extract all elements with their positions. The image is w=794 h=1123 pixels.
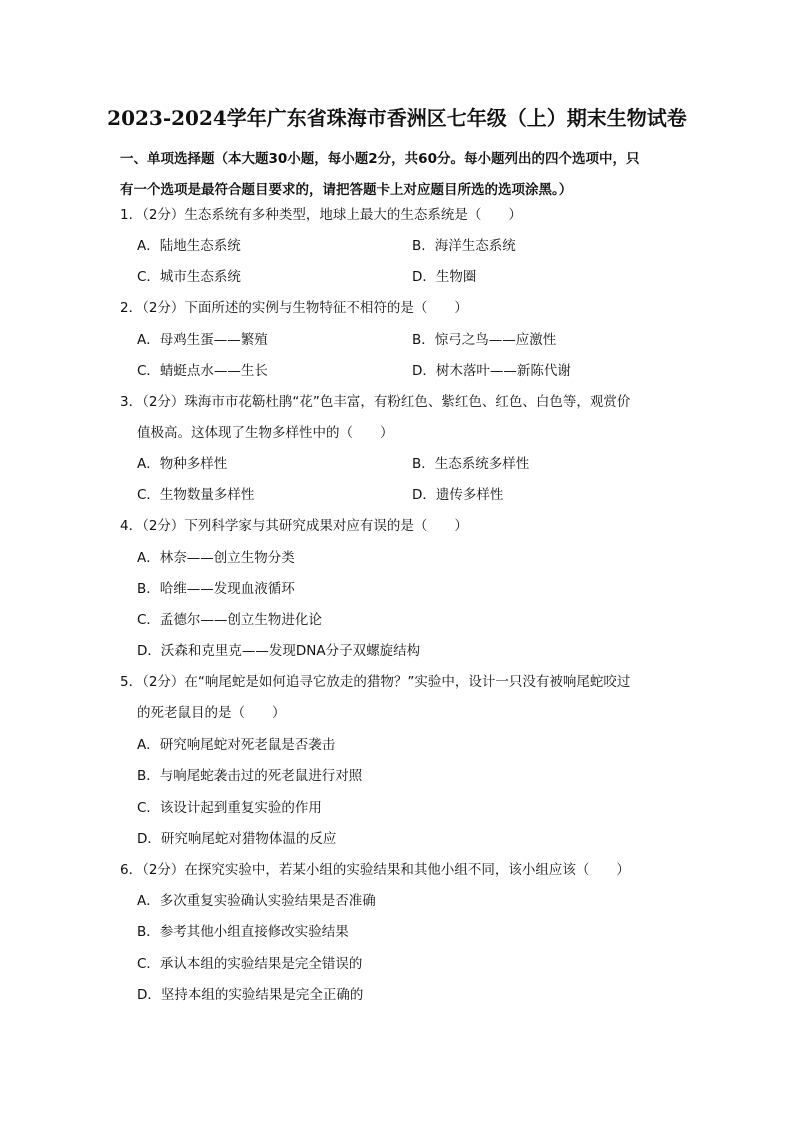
question-3-option-d: D．遗传多样性: [412, 487, 504, 503]
question-4: [120, 511, 680, 542]
question-3: [120, 387, 680, 449]
question-2-stem: 2．（2分）下面所述的实例与生物特征不相符的是（ ）: [120, 300, 468, 316]
question-5-stem-line-2: 的死老鼠目的是（ ）: [137, 705, 286, 721]
question-1-option-b: B．海洋生态系统: [412, 238, 516, 254]
question-6: [120, 855, 680, 886]
question-5-option-c: C．该设计起到重复实验的作用: [137, 800, 322, 816]
question-6-stem: 6．（2分）在探究实验中，若某小组的实验结果和其他小组不同，该小组应该（ ）: [120, 862, 630, 878]
question-2-option-b: B．惊弓之鸟——应激性: [412, 332, 557, 348]
question-4-option-c: C．孟德尔——创立生物进化论: [137, 612, 322, 628]
question-1-option-c: C．城市生态系统: [137, 269, 241, 285]
question-3-option-c: C．生物数量多样性: [137, 487, 255, 503]
question-6-option-c: C．承认本组的实验结果是完全错误的: [137, 956, 363, 972]
section-line-1: 一、单项选择题（本大题30小题，每小题2分，共60分。每小题列出的四个选项中，只: [120, 151, 640, 167]
question-6-option-b: B．参考其他小组直接修改实验结果: [137, 924, 349, 940]
question-1-option-d: D．生物圈: [412, 269, 477, 285]
question-5-stem-line-1: 5．（2分）在“响尾蛇是如何追寻它放走的猎物？”实验中，设计一只没有被响尾蛇咬过: [120, 674, 631, 690]
question-1: [120, 200, 680, 231]
question-2-option-d: D．树木落叶——新陈代谢: [412, 363, 571, 379]
section-line-2: 有一个选项是最符合题目要求的，请把答题卡上对应题目所选的选项涂黑。）: [120, 182, 573, 198]
question-2: [120, 293, 680, 324]
question-5: [120, 667, 680, 729]
question-2-option-c: C．蜻蜓点水——生长: [137, 363, 268, 379]
question-3-option-a: A．物种多样性: [137, 456, 228, 472]
question-4-option-d: D．沃森和克里克——发现DNA分子双螺旋结构: [137, 643, 421, 659]
section-instructions: [120, 144, 680, 206]
question-5-option-a: A．研究响尾蛇对死老鼠是否袭击: [137, 737, 336, 753]
question-1-stem: 1．（2分）生态系统有多种类型，地球上最大的生态系统是（ ）: [120, 207, 522, 223]
question-6-option-d: D．坚持本组的实验结果是完全正确的: [137, 987, 364, 1003]
question-3-stem-line-2: 值极高。这体现了生物多样性中的（ ）: [137, 425, 394, 441]
question-4-option-b: B．哈维——发现血液循环: [137, 581, 295, 597]
question-3-stem-line-1: 3．（2分）珠海市市花簕杜鹃“花”色丰富，有粉红色、紫红色、红色、白色等，观赏价: [120, 394, 631, 410]
question-6-option-a: A．多次重复实验确认实验结果是否准确: [137, 893, 376, 909]
exam-title: 2023-2024学年广东省珠海市香洲区七年级（上）期末生物试卷: [107, 106, 687, 130]
question-5-option-b: B．与响尾蛇袭击过的死老鼠进行对照: [137, 768, 363, 784]
question-2-option-a: A．母鸡生蛋——繁殖: [137, 332, 268, 348]
question-5-option-d: D．研究响尾蛇对猎物体温的反应: [137, 831, 337, 847]
question-3-option-b: B．生态系统多样性: [412, 456, 530, 472]
question-4-option-a: A．林奈——创立生物分类: [137, 550, 295, 566]
question-1-option-a: A．陆地生态系统: [137, 238, 241, 254]
question-4-stem: 4．（2分）下列科学家与其研究成果对应有误的是（ ）: [120, 518, 468, 534]
